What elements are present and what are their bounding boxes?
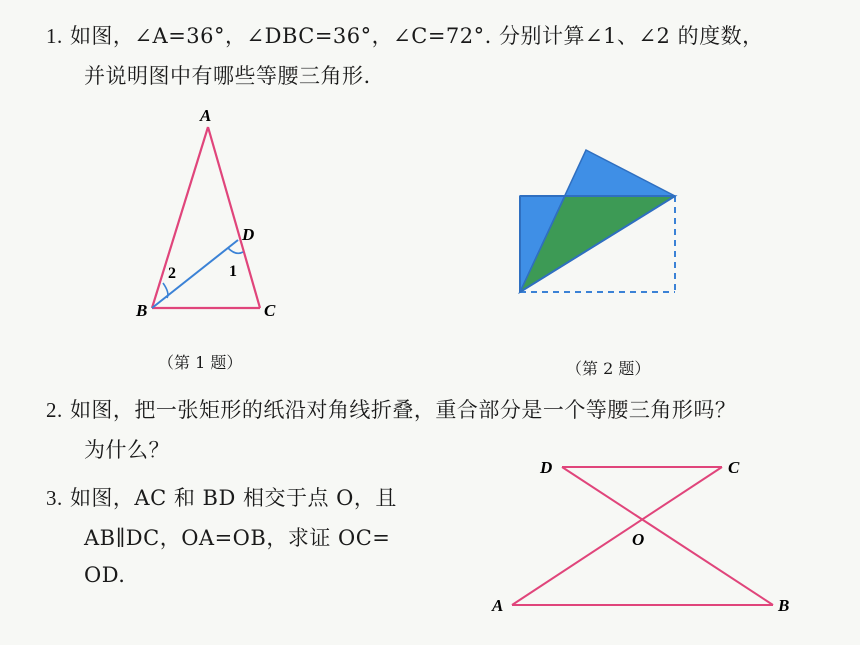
- label-A: A: [200, 106, 212, 125]
- problem-1-text: 如图，∠A=36°，∠DBC=36°，∠C=72°. 分别计算∠1、∠2 的度数，: [69, 24, 764, 48]
- problem-1-number: 1.: [46, 24, 63, 48]
- label-C: C: [264, 301, 276, 320]
- label-C: C: [728, 458, 740, 477]
- figure-2-caption: （第 2 题）: [566, 359, 651, 378]
- segment-AB: [152, 127, 208, 308]
- label-angle-1: 1: [229, 263, 237, 280]
- problem-1-line-2: 并说明图中有哪些等腰三角形.: [84, 64, 371, 88]
- label-angle-2: 2: [168, 265, 176, 282]
- problem-3-text: 如图，AC 和 BD 相交于点 O，且: [69, 486, 397, 510]
- problem-3-number: 3.: [46, 486, 63, 510]
- segment-BD: [562, 467, 773, 605]
- problem-2-text: 如图，把一张矩形的纸沿对角线折叠，重合部分是一个等腰三角形吗？: [69, 398, 737, 422]
- figure-2-folded-rectangle: [510, 140, 690, 305]
- problem-1-line-1: [46, 20, 764, 50]
- problem-2-line-2: 为什么？: [84, 438, 170, 462]
- problem-2-line-1: [46, 394, 736, 424]
- angle-2-arc: [163, 283, 168, 298]
- problem-3-line-3: OD.: [84, 563, 126, 587]
- label-B: B: [778, 596, 790, 615]
- figure-3-crossing-lines: [485, 450, 795, 625]
- segment-BD: [152, 240, 238, 308]
- label-B: B: [136, 301, 148, 320]
- label-A: A: [492, 596, 504, 615]
- figure-1-triangle: [120, 100, 290, 325]
- label-D: D: [242, 225, 255, 244]
- angle-1-arc: [228, 248, 243, 253]
- problem-2-number: 2.: [46, 398, 63, 422]
- segment-AC: [208, 127, 260, 308]
- problem-3-line-2: AB∥DC，OA=OB，求证 OC=: [84, 526, 391, 550]
- label-O: O: [632, 530, 645, 549]
- label-D: D: [540, 458, 553, 477]
- segment-AC: [512, 467, 722, 605]
- figure-1-caption: （第 1 题）: [158, 353, 243, 372]
- problem-3-line-1: [46, 482, 397, 512]
